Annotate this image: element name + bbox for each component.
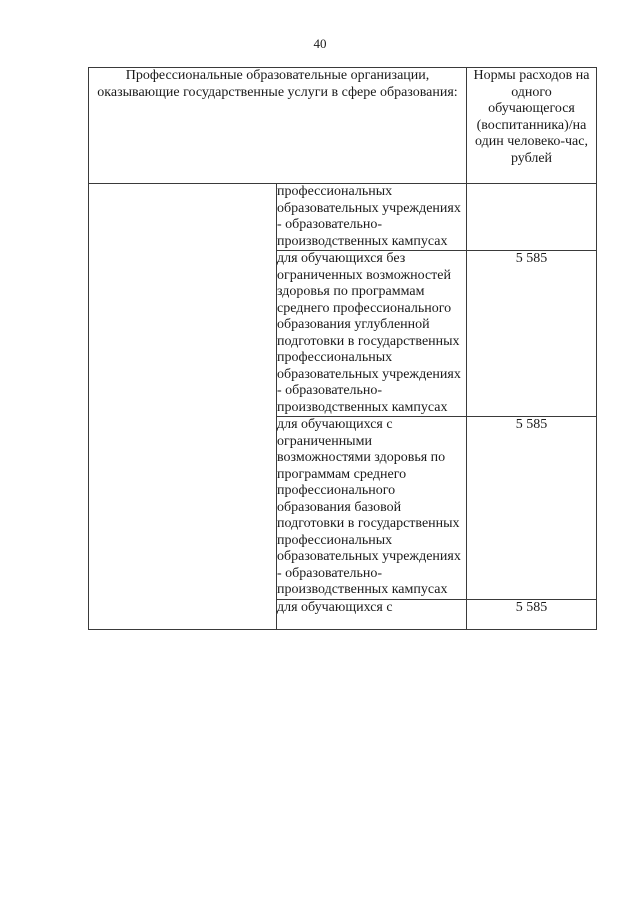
header-norms: Нормы расходов на одного обучающегося (воспитанника)/на один человеко-час, рублей: [467, 68, 597, 184]
header-organizations: Профессиональные образовательные организации, оказывающие государственные услуги в сфере образования:: [89, 68, 467, 184]
page-number: 40: [313, 36, 327, 51]
row-value: [467, 184, 597, 251]
table-row: [89, 184, 597, 251]
row-value: 5 585: [467, 417, 597, 600]
row-description: профессиональных образовательных учреждениях - образовательно-производственных кампусах: [277, 184, 467, 251]
row-value: 5 585: [467, 599, 597, 629]
row-description: для обучающихся с ограниченными возможностями здоровья по программам среднего профессионального образования базовой подготовки в государственных профессиональных образовательных учреждениях - образовательно-производственных кампусах: [277, 417, 467, 600]
row-description: для обучающихся с: [277, 599, 467, 629]
row-value: 5 585: [467, 251, 597, 417]
row-description: для обучающихся без ограниченных возможностей здоровья по программам среднего профессионального образования углубленной подготовки в государственных профессиональных образовательных учреждениях - образовательно-производственных кампусах: [277, 251, 467, 417]
norms-table: [88, 67, 597, 630]
table-header-row: [89, 68, 597, 184]
category-cell: [89, 184, 277, 630]
